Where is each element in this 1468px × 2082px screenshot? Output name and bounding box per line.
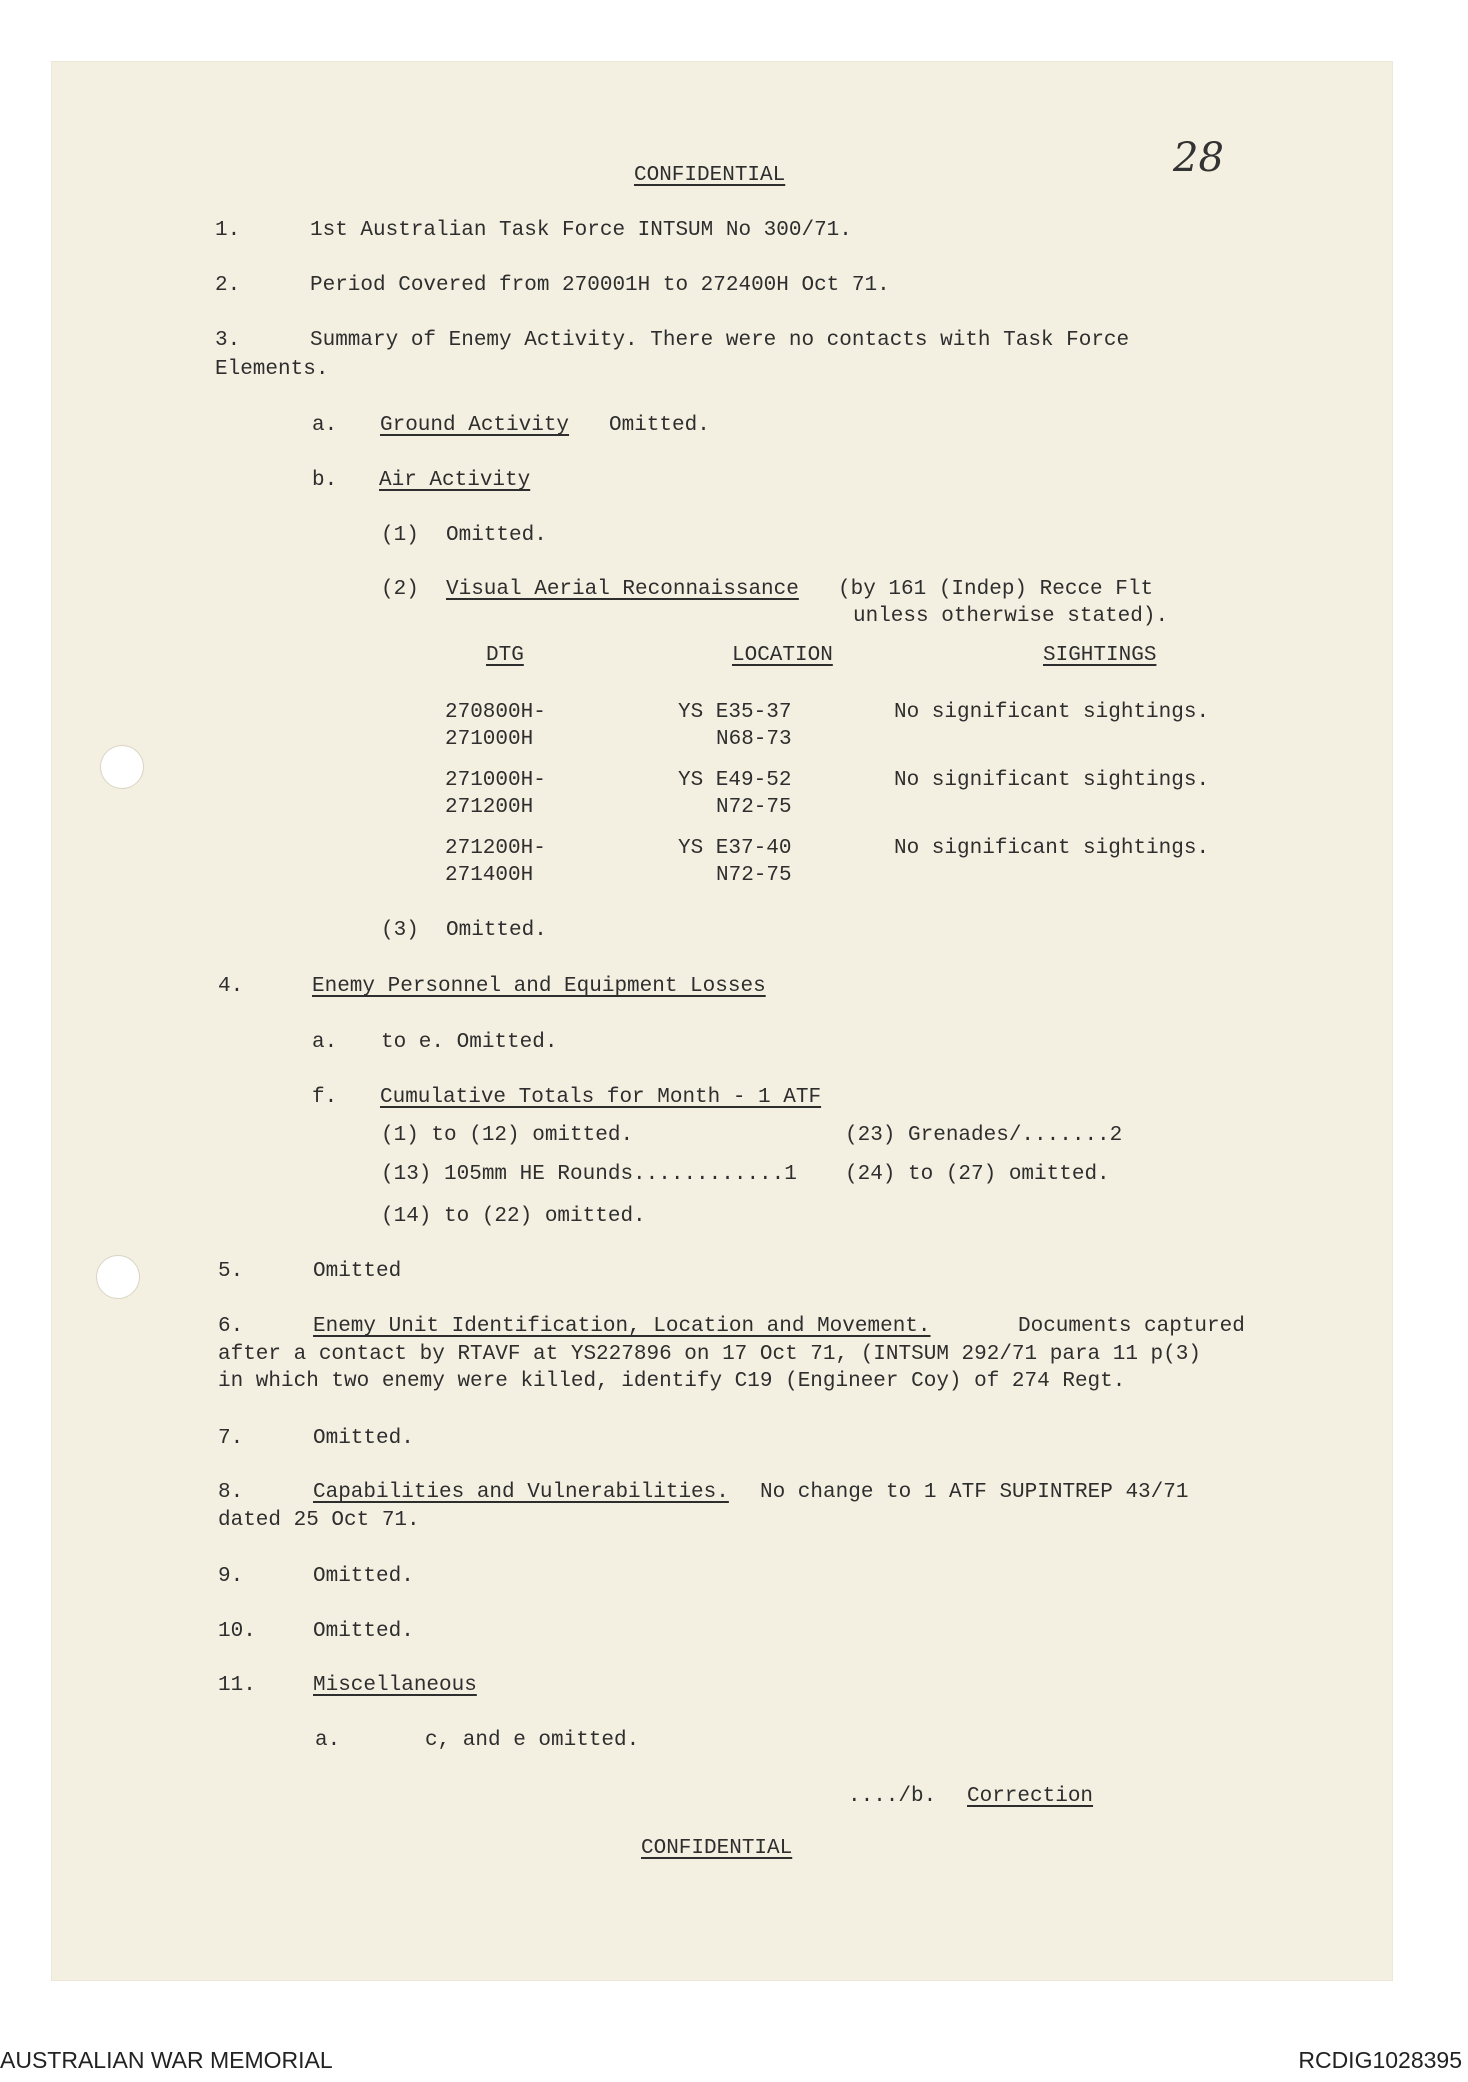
para-3-text-line2: Elements. bbox=[215, 358, 329, 381]
archive-name: AUSTRALIAN WAR MEMORIAL bbox=[0, 2047, 333, 2073]
table-row-dtg-end: 271000H bbox=[445, 728, 534, 751]
bleed-through bbox=[215, 380, 227, 452]
para-2-text: Period Covered from 270001H to 272400H Oct 71. bbox=[310, 274, 890, 297]
table-row-dtg-start: 271200H- bbox=[445, 837, 546, 860]
totals-line-1b: (23) Grenades/.......2 bbox=[845, 1124, 1123, 1147]
para-3a-heading: Ground Activity bbox=[380, 414, 570, 437]
para-11a-text: c, and e omitted. bbox=[425, 1729, 640, 1752]
table-row-location-easting: YS E37-40 bbox=[678, 837, 792, 860]
totals-line-3: (14) to (22) omitted. bbox=[381, 1205, 646, 1228]
para-3a-number: a. bbox=[312, 414, 338, 437]
para-4f-number: f. bbox=[312, 1086, 338, 1109]
para-3b-number: b. bbox=[312, 469, 338, 492]
para-6-text-line2: after a contact by RTAVF at YS227896 on 17 Oct 71, (INTSUM 292/71 para 11 p(3) bbox=[218, 1343, 1201, 1366]
table-row-location-easting: YS E35-37 bbox=[678, 701, 792, 724]
page-number: 28 bbox=[1173, 135, 1224, 181]
table-header-sightings: SIGHTINGS bbox=[1043, 644, 1157, 667]
para-7-number: 7. bbox=[218, 1427, 244, 1450]
table-row-dtg-start: 271000H- bbox=[445, 769, 546, 792]
punch-hole-top bbox=[100, 745, 144, 789]
para-3b3-text: Omitted. bbox=[446, 919, 547, 942]
para-8-text: No change to 1 ATF SUPINTREP 43/71 bbox=[760, 1481, 1189, 1504]
table-row-sighting: No significant sightings. bbox=[894, 769, 1210, 792]
para-8-heading: Capabilities and Vulnerabilities. bbox=[313, 1481, 729, 1504]
para-10-text: Omitted. bbox=[313, 1620, 414, 1643]
para-10-number: 10. bbox=[218, 1620, 256, 1643]
para-1-number: 1. bbox=[215, 219, 241, 242]
para-4f-heading: Cumulative Totals for Month - 1 ATF bbox=[380, 1086, 822, 1109]
table-row-dtg-end: 271400H bbox=[445, 864, 534, 887]
table-row-dtg-start: 270800H- bbox=[445, 701, 546, 724]
totals-line-2b: (24) to (27) omitted. bbox=[845, 1163, 1110, 1186]
para-8-text-line2: dated 25 Oct 71. bbox=[218, 1509, 420, 1532]
archive-id: RCDIG1028395 bbox=[1298, 2047, 1462, 2073]
table-row-sighting: No significant sightings. bbox=[894, 837, 1210, 860]
para-3-number: 3. bbox=[215, 329, 241, 352]
para-3b2-heading: Visual Aerial Reconnaissance bbox=[446, 578, 799, 601]
para-3b2-text: (by 161 (Indep) Recce Flt bbox=[838, 578, 1154, 601]
para-5-text: Omitted bbox=[313, 1260, 402, 1283]
para-9-text: Omitted. bbox=[313, 1565, 414, 1588]
punch-hole-bottom bbox=[96, 1255, 140, 1299]
table-row-dtg-end: 271200H bbox=[445, 796, 534, 819]
table-row-location-northing: N72-75 bbox=[716, 796, 792, 819]
para-3b2-text-line2: unless otherwise stated). bbox=[853, 605, 1169, 628]
table-row-location-easting: YS E49-52 bbox=[678, 769, 792, 792]
table-header-dtg: DTG bbox=[486, 644, 524, 667]
table-row-location-northing: N68-73 bbox=[716, 728, 792, 751]
para-6-heading: Enemy Unit Identification, Location and Movement. bbox=[313, 1315, 931, 1338]
para-4-number: 4. bbox=[218, 975, 244, 998]
continuation-heading: Correction bbox=[967, 1785, 1094, 1808]
table-row-sighting: No significant sightings. bbox=[894, 701, 1210, 724]
para-4a-text: to e. Omitted. bbox=[381, 1031, 558, 1054]
footer-classification: CONFIDENTIAL bbox=[641, 1837, 793, 1860]
para-11a-number: a. bbox=[315, 1729, 341, 1752]
para-5-number: 5. bbox=[218, 1260, 244, 1283]
para-3b3-number: (3) bbox=[381, 919, 419, 942]
para-3a-text: Omitted. bbox=[609, 414, 710, 437]
para-1-text: 1st Australian Task Force INTSUM No 300/71. bbox=[310, 219, 852, 242]
para-8-number: 8. bbox=[218, 1481, 244, 1504]
table-header-location: LOCATION bbox=[732, 644, 833, 667]
para-6-number: 6. bbox=[218, 1315, 244, 1338]
para-4a-number: a. bbox=[312, 1031, 338, 1054]
para-3b2-number: (2) bbox=[381, 578, 419, 601]
para-9-number: 9. bbox=[218, 1565, 244, 1588]
para-3b-heading: Air Activity bbox=[379, 469, 531, 492]
para-6-text-line3: in which two enemy were killed, identify C19 (Engineer Coy) of 274 Regt. bbox=[218, 1370, 1126, 1393]
para-3b1-number: (1) bbox=[381, 524, 419, 547]
totals-line-1a: (1) to (12) omitted. bbox=[381, 1124, 634, 1147]
para-4-heading: Enemy Personnel and Equipment Losses bbox=[312, 975, 766, 998]
table-row-location-northing: N72-75 bbox=[716, 864, 792, 887]
para-11-number: 11. bbox=[218, 1674, 256, 1697]
totals-line-2a: (13) 105mm HE Rounds............1 bbox=[381, 1163, 797, 1186]
continuation-marker: ..../b. bbox=[848, 1785, 937, 1808]
para-11-heading: Miscellaneous bbox=[313, 1674, 477, 1697]
header-classification: CONFIDENTIAL bbox=[634, 164, 786, 187]
para-3-text: Summary of Enemy Activity. There were no contacts with Task Force bbox=[310, 329, 1130, 352]
para-6-text: Documents captured bbox=[1018, 1315, 1245, 1338]
para-2-number: 2. bbox=[215, 274, 241, 297]
para-7-text: Omitted. bbox=[313, 1427, 414, 1450]
para-3b1-text: Omitted. bbox=[446, 524, 547, 547]
